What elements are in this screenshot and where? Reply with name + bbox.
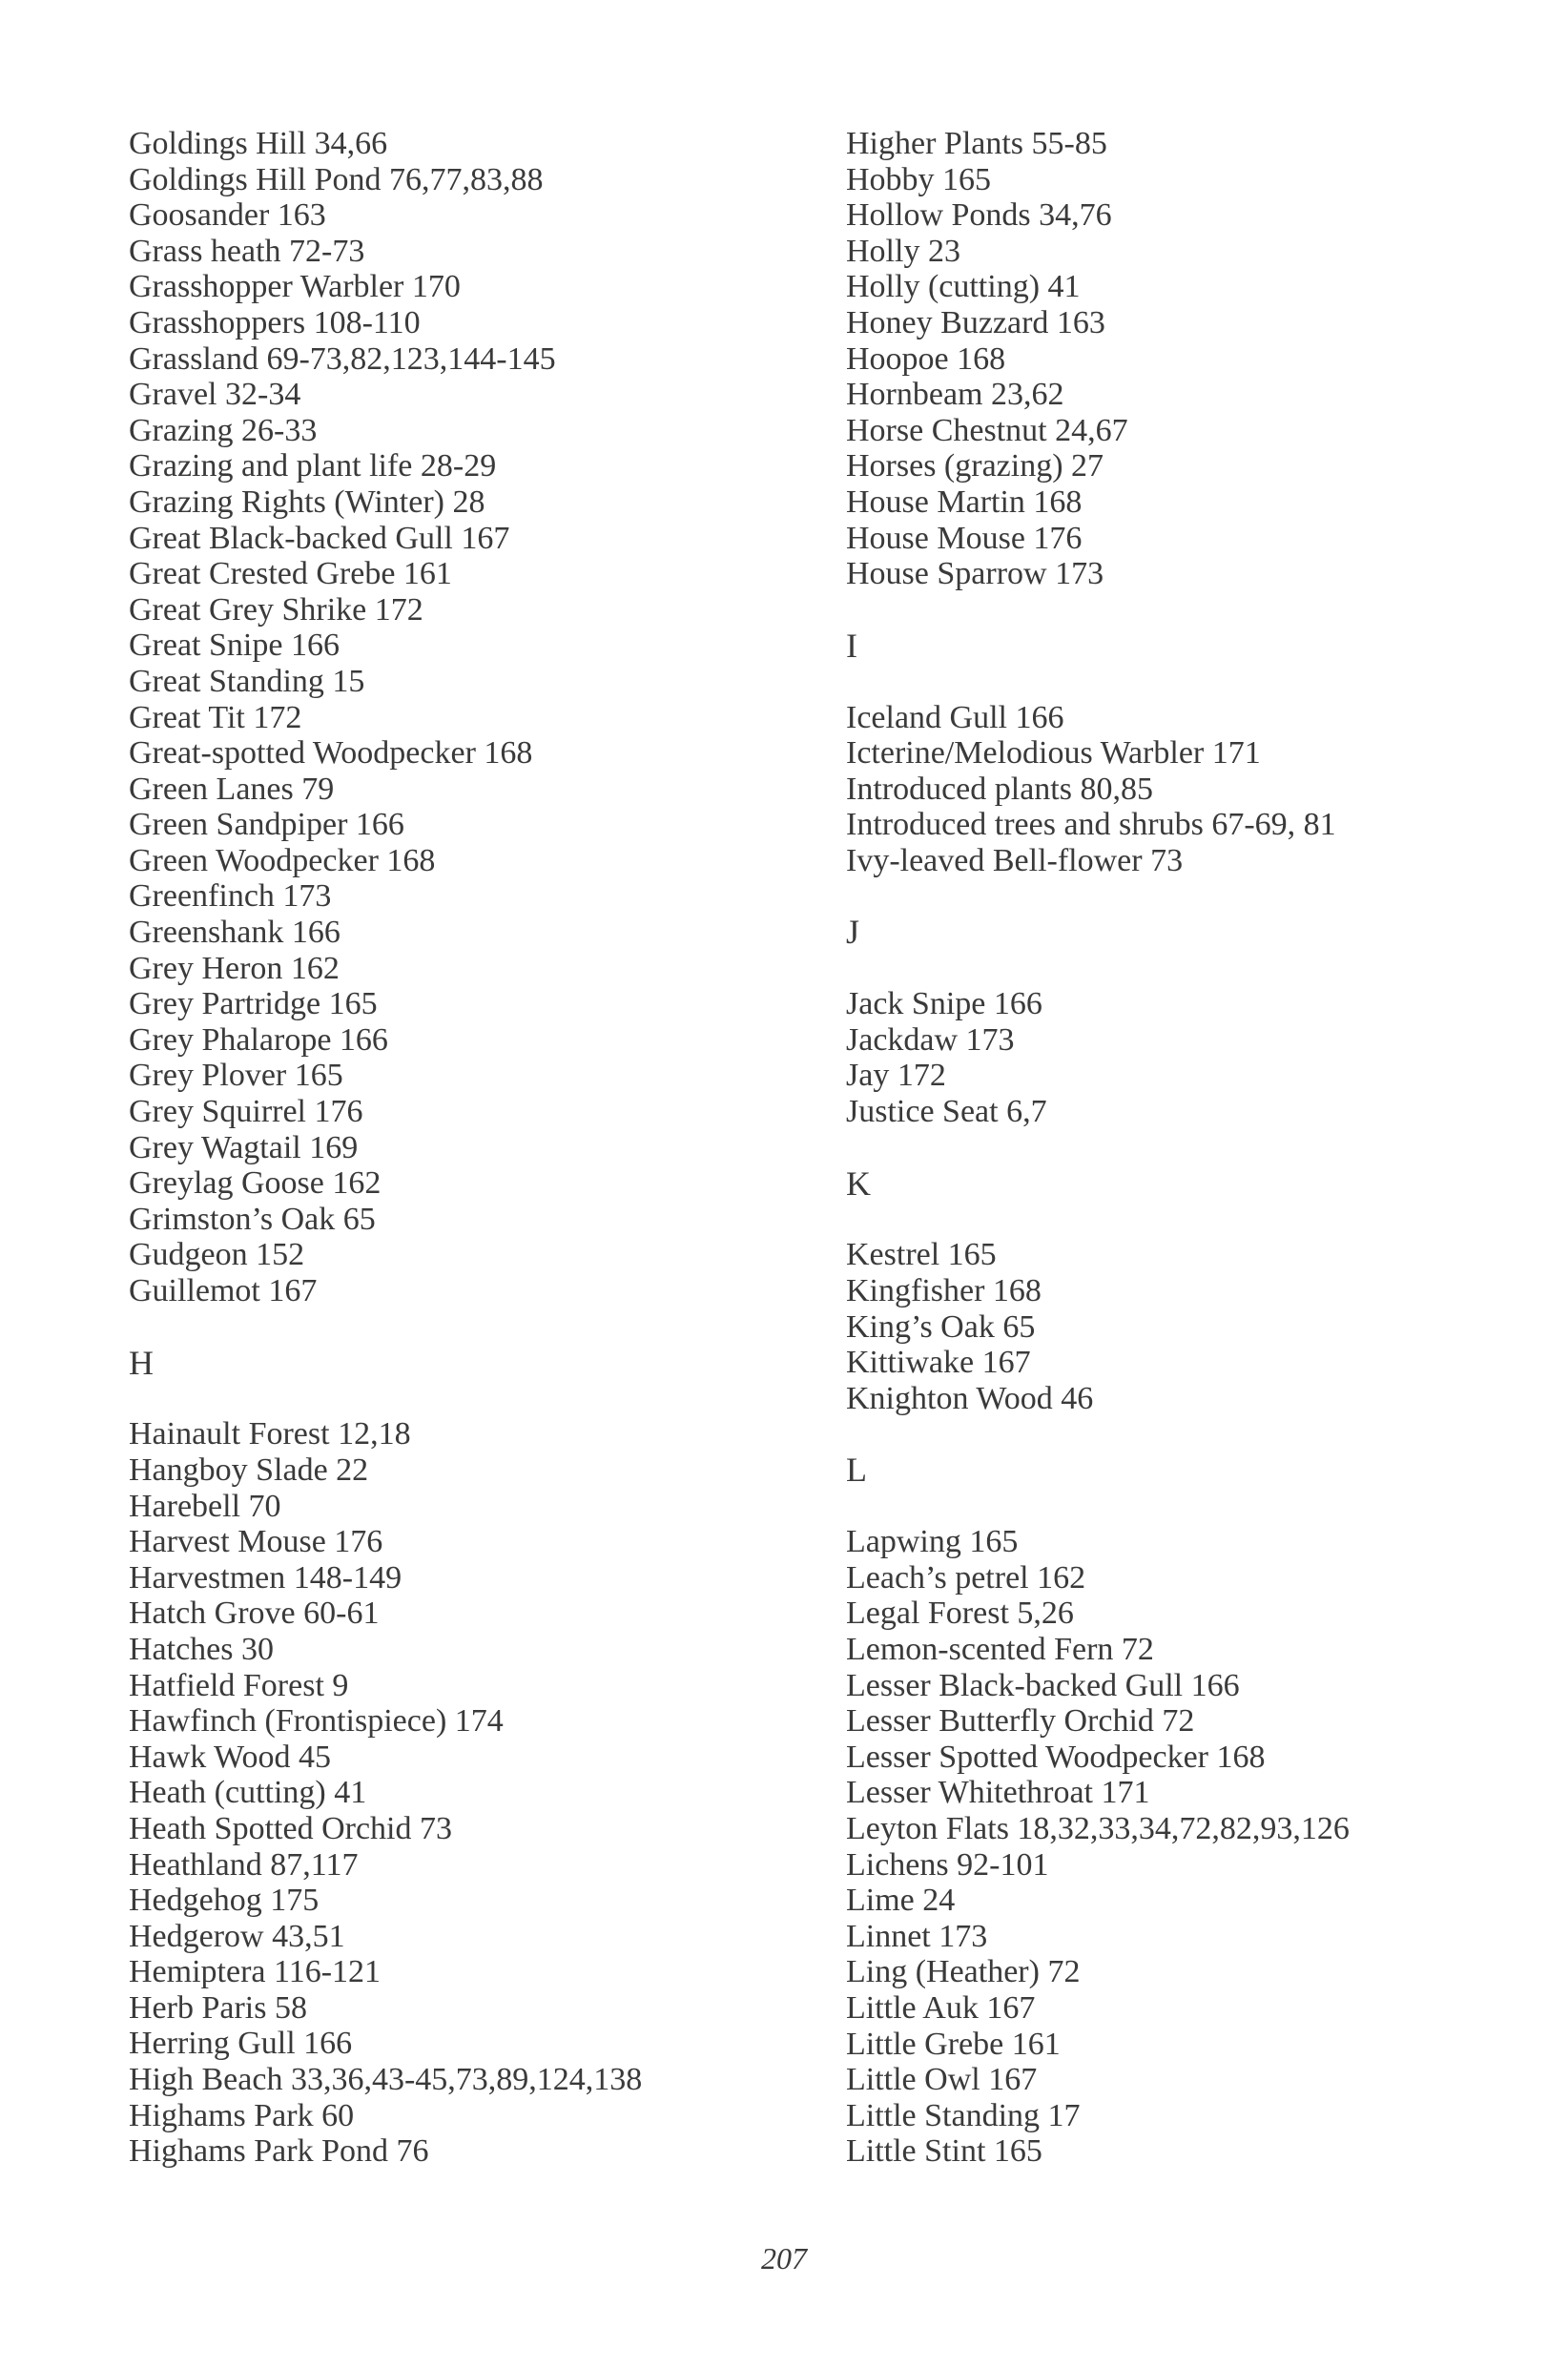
index-entry: Little Standing 17	[846, 2097, 1081, 2133]
index-entry: Great-spotted Woodpecker 168	[129, 735, 533, 772]
index-entry: Heathland 87,117	[129, 1846, 359, 1883]
index-entry: Grazing 26-33	[129, 412, 318, 448]
index-entry: Harebell 70	[129, 1488, 281, 1524]
index-entry: Little Owl 167	[846, 2062, 1038, 2098]
index-entry: Hemiptera 116-121	[129, 1954, 382, 1990]
index-entry: Hatch Grove 60-61	[129, 1596, 380, 1632]
index-entry: Hobby 165	[846, 161, 992, 197]
index-entry: Lichens 92-101	[846, 1846, 1049, 1883]
index-letter-heading: I	[846, 626, 857, 665]
index-letter-heading: K	[846, 1163, 871, 1203]
index-entry: Hatches 30	[129, 1631, 275, 1667]
index-entry: Kingfisher 168	[846, 1273, 1042, 1309]
index-entry: Hangboy Slade 22	[129, 1452, 369, 1488]
index-entry: Introduced trees and shrubs 67-69, 81	[846, 807, 1336, 843]
index-entry: Jack Snipe 166	[846, 986, 1042, 1022]
index-entry: Grey Partridge 165	[129, 986, 378, 1022]
index-entry: Harvestmen 148-149	[129, 1559, 402, 1596]
index-entry: Herb Paris 58	[129, 1989, 307, 2026]
index-entry: Hawfinch (Frontispiece) 174	[129, 1703, 504, 1740]
index-entry: Gudgeon 152	[129, 1237, 305, 1273]
index-entry: House Mouse 176	[846, 520, 1083, 556]
index-entry: Great Black-backed Gull 167	[129, 520, 510, 556]
index-entry: Legal Forest 5,26	[846, 1596, 1074, 1632]
index-entry: Icterine/Melodious Warbler 171	[846, 735, 1261, 772]
index-entry: Grasshopper Warbler 170	[129, 269, 461, 305]
index-entry: Great Grey Shrike 172	[129, 591, 423, 628]
index-entry: Ling (Heather) 72	[846, 1954, 1081, 1990]
index-entry: Leyton Flats 18,32,33,34,72,82,93,126	[846, 1810, 1350, 1846]
index-entry: Grey Plover 165	[129, 1058, 343, 1094]
index-entry: Herring Gull 166	[129, 2026, 353, 2062]
index-entry: Holly (cutting) 41	[846, 269, 1081, 305]
index-letter-heading: H	[129, 1343, 154, 1382]
index-entry: Great Snipe 166	[129, 628, 340, 664]
index-entry: Grazing Rights (Winter) 28	[129, 484, 485, 520]
index-entry: Goldings Hill 34,66	[129, 126, 388, 161]
index-entry: Justice Seat 6,7	[846, 1094, 1047, 1130]
index-column-left	[129, 126, 815, 2170]
index-entry: High Beach 33,36,43-45,73,89,124,138	[129, 2062, 643, 2098]
index-entry: Introduced plants 80,85	[846, 771, 1153, 807]
index-entry: Green Sandpiper 166	[129, 807, 404, 843]
index-entry: Highams Park 60	[129, 2097, 355, 2133]
index-entry: Hedgehog 175	[129, 1883, 320, 1919]
index-entry: Grassland 69-73,82,123,144-145	[129, 340, 556, 377]
index-entry: Highams Park Pond 76	[129, 2133, 429, 2170]
index-entry: Harvest Mouse 176	[129, 1524, 383, 1560]
index-entry: House Sparrow 173	[846, 556, 1104, 592]
index-entry: Higher Plants 55-85	[846, 126, 1107, 161]
index-entry: Hedgerow 43,51	[129, 1918, 345, 1954]
index-entry: Little Grebe 161	[846, 2026, 1061, 2062]
index-entry: Grass heath 72-73	[129, 233, 365, 269]
index-entry: Hollow Ponds 34,76	[846, 197, 1112, 234]
index-entry: Gravel 32-34	[129, 377, 301, 413]
index-entry: Grey Wagtail 169	[129, 1129, 359, 1165]
index-entry: Green Woodpecker 168	[129, 842, 436, 878]
index-entry: Great Tit 172	[129, 699, 302, 735]
index-entry: Green Lanes 79	[129, 771, 335, 807]
index-entry: Horse Chestnut 24,67	[846, 412, 1128, 448]
index-entry: Heath (cutting) 41	[129, 1775, 367, 1811]
index-entry: Lesser Butterfly Orchid 72	[846, 1703, 1195, 1740]
index-entry: Horses (grazing) 27	[846, 448, 1104, 484]
index-entry: Hoopoe 168	[846, 340, 1006, 377]
index-entry: Hawk Wood 45	[129, 1739, 331, 1775]
index-entry: Hatfield Forest 9	[129, 1667, 349, 1703]
index-entry: Grey Heron 162	[129, 950, 340, 986]
index-entry: Hornbeam 23,62	[846, 377, 1064, 413]
index-entry: Grey Phalarope 166	[129, 1021, 388, 1058]
index-entry: Greenfinch 173	[129, 878, 332, 915]
index-entry: Greylag Goose 162	[129, 1165, 382, 1202]
index-entry: Great Standing 15	[129, 663, 365, 699]
index-entry: House Martin 168	[846, 484, 1083, 520]
index-entry: Linnet 173	[846, 1918, 988, 1954]
index-entry: Honey Buzzard 163	[846, 304, 1105, 340]
index-entry: Grazing and plant life 28-29	[129, 448, 497, 484]
index-entry: Hainault Forest 12,18	[129, 1416, 411, 1452]
index-entry: Ivy-leaved Bell-flower 73	[846, 842, 1184, 878]
index-entry: Holly 23	[846, 233, 960, 269]
index-entry: Goosander 163	[129, 197, 326, 234]
index-entry: Iceland Gull 166	[846, 699, 1064, 735]
index-entry: Lapwing 165	[846, 1524, 1019, 1560]
index-entry: King’s Oak 65	[846, 1308, 1036, 1345]
index-entry: Little Stint 165	[846, 2133, 1042, 2170]
index-entry: Heath Spotted Orchid 73	[129, 1810, 452, 1846]
index-entry: Grey Squirrel 176	[129, 1094, 363, 1130]
index-entry: Lemon-scented Fern 72	[846, 1632, 1154, 1667]
index-entry: Kestrel 165	[846, 1237, 997, 1273]
index-entry: Leach’s petrel 162	[846, 1559, 1086, 1596]
index-entry: Lesser Black-backed Gull 166	[846, 1667, 1240, 1703]
index-entry: Lesser Whitethroat 171	[846, 1775, 1150, 1811]
index-entry: Kittiwake 167	[846, 1345, 1031, 1381]
index-entry: Goldings Hill Pond 76,77,83,88	[129, 161, 544, 197]
index-entry: Jackdaw 173	[846, 1021, 1015, 1058]
index-entry: Lime 24	[846, 1883, 956, 1919]
index-entry: Lesser Spotted Woodpecker 168	[846, 1739, 1266, 1775]
page-number: 207	[761, 2241, 807, 2275]
index-entry: Little Auk 167	[846, 1989, 1036, 2026]
index-entry: Greenshank 166	[129, 915, 340, 951]
index-entry: Great Crested Grebe 161	[129, 556, 452, 592]
index-entry: Knighton Wood 46	[846, 1380, 1094, 1416]
index-entry: Guillemot 167	[129, 1273, 318, 1308]
index-column-right	[846, 126, 1552, 2170]
index-entry: Jay 172	[846, 1058, 946, 1094]
index-entry: Grasshoppers 108-110	[129, 304, 421, 340]
index-letter-heading: J	[846, 913, 860, 952]
index-entry: Grimston’s Oak 65	[129, 1201, 376, 1237]
index-letter-heading: L	[846, 1451, 867, 1490]
